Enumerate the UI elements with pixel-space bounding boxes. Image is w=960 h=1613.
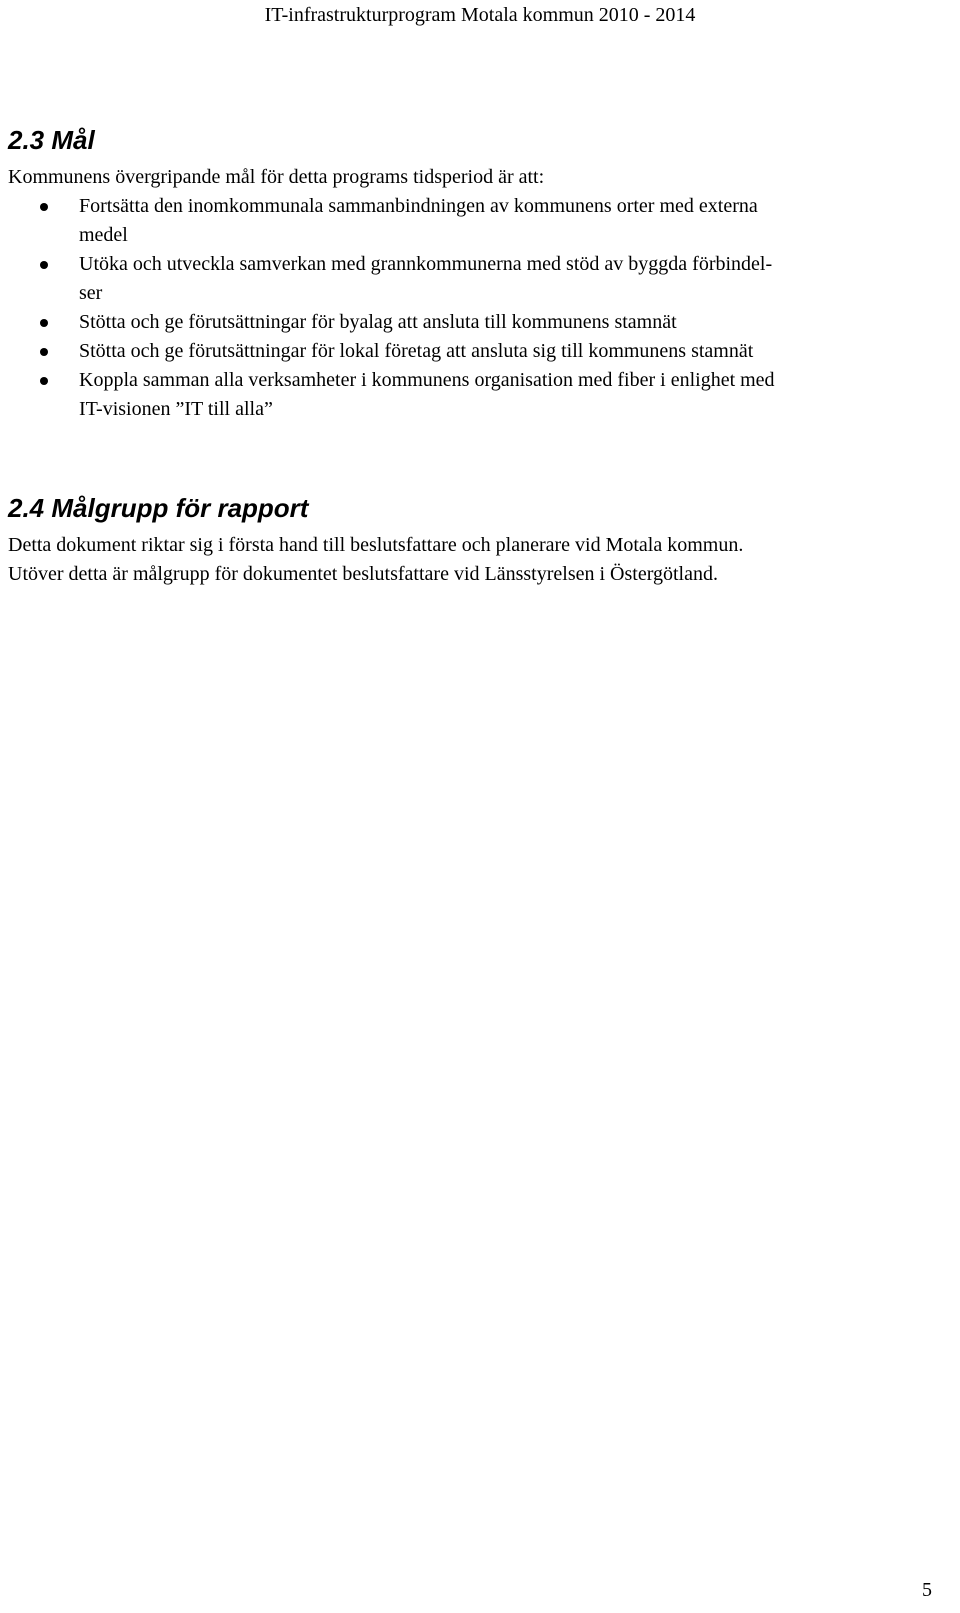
running-header: IT-infrastrukturprogram Motala kommun 2010 - 2014 — [264, 4, 696, 26]
list-item-line: IT-visionen ”IT till alla” — [79, 398, 273, 420]
list-item-line: Fortsätta den inomkommunala sammanbindningen av kommunens orter med externa — [79, 195, 758, 217]
bullet-icon — [40, 377, 48, 385]
list-item-line: Stötta och ge förutsättningar för byalag att ansluta till kommunens stamnät — [79, 311, 677, 333]
bullet-icon — [40, 348, 48, 356]
list-item-line: ser — [79, 282, 103, 304]
audience-line: Detta dokument riktar sig i första hand till beslutsfattare och planerare vid Motala kommun. — [8, 534, 744, 556]
list-item — [0, 308, 960, 337]
page-number: 5 — [922, 1579, 932, 1601]
list-item — [0, 250, 960, 308]
list-item — [0, 366, 960, 424]
audience-paragraph — [8, 531, 743, 589]
audience-line: Utöver detta är målgrupp för dokumentet beslutsfattare vid Länsstyrelsen i Östergötland. — [8, 563, 718, 585]
goals-bullet-list — [0, 192, 960, 424]
list-item — [0, 192, 960, 250]
list-item-line: Utöka och utveckla samverkan med grannkommunerna med stöd av byggda förbindel- — [79, 253, 773, 275]
bullet-icon — [40, 261, 48, 269]
bullet-icon — [40, 203, 48, 211]
bullet-icon — [40, 319, 48, 327]
goals-intro: Kommunens övergripande mål för detta programs tidsperiod är att: — [8, 166, 545, 188]
list-item-line: Stötta och ge förutsättningar för lokal företag att ansluta sig till kommunens stamnät — [79, 340, 754, 362]
list-item-line: medel — [79, 224, 128, 246]
list-item-line: Koppla samman alla verksamheter i kommunens organisation med fiber i enlighet med — [79, 369, 775, 391]
section-heading-audience: 2.4 Målgrupp för rapport — [8, 493, 309, 523]
section-heading-goals: 2.3 Mål — [8, 125, 95, 155]
list-item — [0, 337, 960, 366]
